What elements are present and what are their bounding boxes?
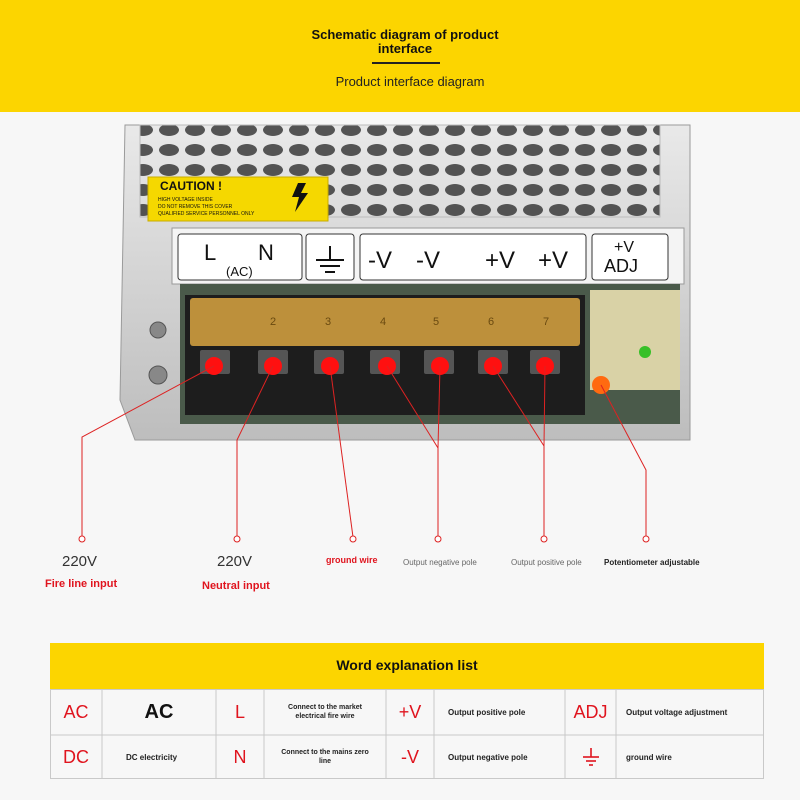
svg-text:+V: +V bbox=[485, 247, 516, 274]
svg-text:N: N bbox=[258, 240, 274, 265]
marker-neutral bbox=[264, 357, 282, 375]
row-pv-symbol: +V bbox=[398, 701, 422, 722]
ground-wire-label: ground wire bbox=[326, 555, 378, 565]
fire-line-label: Fire line input bbox=[45, 578, 118, 590]
status-led bbox=[639, 346, 651, 358]
potentiometer-label: Potentiometer adjustable bbox=[604, 558, 700, 567]
row-n-description: Connect to the mains zero line bbox=[281, 749, 369, 765]
marker-ground bbox=[321, 357, 339, 375]
svg-text:-V: -V bbox=[368, 247, 392, 274]
ground-symbol-icon bbox=[565, 735, 616, 779]
terminal-block bbox=[185, 295, 585, 415]
row-adj-description: Output voltage adjustment bbox=[626, 707, 728, 717]
marker-pos-1 bbox=[484, 357, 502, 375]
row-dc-description: DC electricity bbox=[126, 752, 178, 762]
neutral-input-label: Neutral input bbox=[202, 580, 270, 592]
row-nv-description: Output negative pole bbox=[448, 752, 528, 762]
svg-text:5: 5 bbox=[433, 316, 440, 328]
fire-voltage-label: 220V bbox=[62, 553, 98, 570]
svg-text:6: 6 bbox=[488, 316, 495, 328]
svg-text:L: L bbox=[204, 240, 217, 265]
svg-text:4: 4 bbox=[380, 316, 387, 328]
svg-text:+V: +V bbox=[538, 247, 569, 274]
row-ground-description: ground wire bbox=[626, 752, 672, 762]
svg-text:QUALIFIED SERVICE PERSONNEL ON: QUALIFIED SERVICE PERSONNEL ONLY bbox=[158, 211, 255, 217]
caution-sticker bbox=[148, 177, 328, 221]
marker-pos-2 bbox=[536, 357, 554, 375]
title-underline bbox=[372, 62, 440, 64]
svg-text:DO NOT REMOVE THIS COVER: DO NOT REMOVE THIS COVER bbox=[158, 204, 233, 210]
svg-text:+V: +V bbox=[614, 239, 635, 256]
page-title: Schematic diagram of product interface bbox=[311, 27, 499, 56]
svg-text:(AC): (AC) bbox=[226, 264, 253, 279]
neutral-voltage-label: 220V bbox=[217, 553, 253, 570]
svg-text:ADJ: ADJ bbox=[604, 256, 639, 276]
row-pv-description: Output positive pole bbox=[448, 707, 526, 717]
svg-text:-V: -V bbox=[416, 247, 440, 274]
svg-text:7: 7 bbox=[543, 316, 550, 328]
svg-text:HIGH VOLTAGE INSIDE: HIGH VOLTAGE INSIDE bbox=[158, 197, 213, 203]
row-l-description: Connect to the market electrical fire wire bbox=[288, 704, 362, 720]
output-positive-label: Output positive pole bbox=[511, 558, 582, 567]
row-ac-word: AC bbox=[144, 700, 174, 723]
marker-neg-1 bbox=[378, 357, 396, 375]
marker-pot bbox=[592, 376, 610, 394]
svg-text:CAUTION !: CAUTION ! bbox=[160, 179, 222, 193]
svg-text:2: 2 bbox=[270, 316, 277, 328]
page-subtitle: Product interface diagram bbox=[335, 74, 485, 89]
row-nv-symbol: -V bbox=[401, 746, 419, 767]
table-title: Word explanation list bbox=[336, 657, 478, 673]
row-n-symbol: N bbox=[233, 746, 247, 767]
row-dc-symbol: DC bbox=[63, 746, 89, 767]
marker-fire-line bbox=[205, 357, 223, 375]
header-banner bbox=[0, 0, 800, 112]
row-l-symbol: L bbox=[234, 701, 245, 722]
output-negative-label: Output negative pole bbox=[403, 558, 477, 567]
row-adj-symbol: ADJ bbox=[573, 701, 608, 722]
word-explanation-table bbox=[50, 643, 764, 779]
row-ac-symbol: AC bbox=[63, 701, 89, 722]
marker-neg-2 bbox=[431, 357, 449, 375]
terminal-label-panel bbox=[172, 228, 684, 284]
svg-text:3: 3 bbox=[325, 316, 332, 328]
product-photo bbox=[0, 112, 800, 452]
